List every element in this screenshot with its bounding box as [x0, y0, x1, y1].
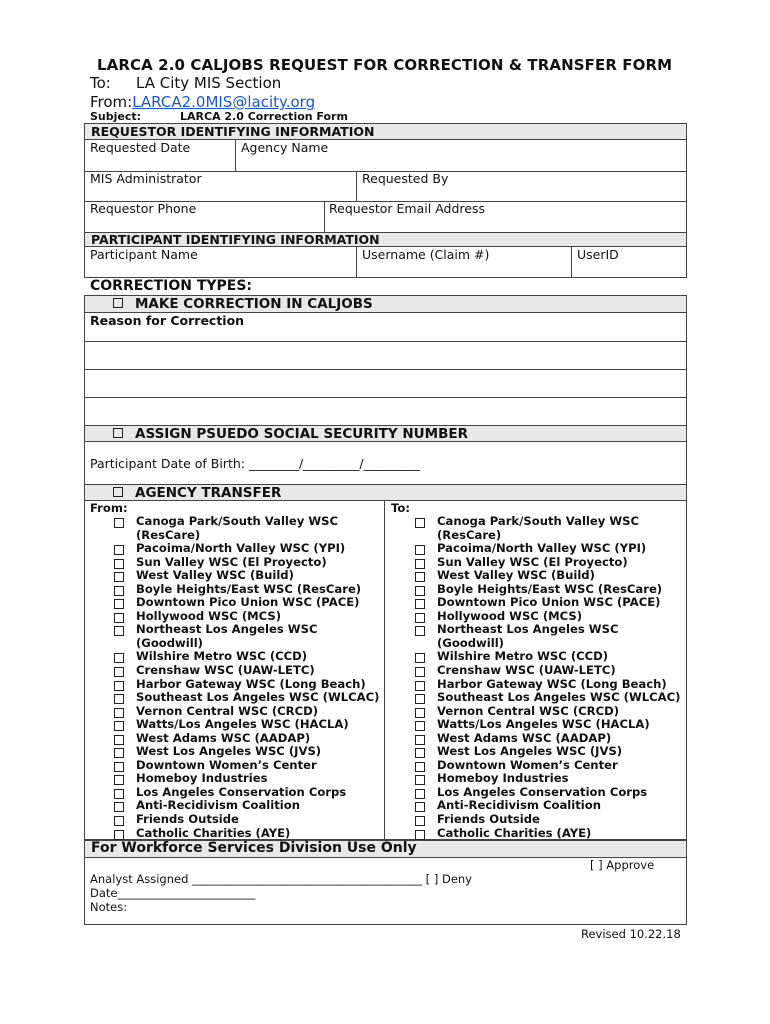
agency-name-field[interactable]: Agency Name: [241, 140, 329, 155]
username-field[interactable]: Username (Claim #): [362, 247, 490, 262]
assign-pseudo-checkbox[interactable]: [113, 428, 123, 438]
from-agency-label: Pacoima/North Valley WSC (YPI): [136, 541, 346, 556]
from-agency-label: Watts/Los Angeles WSC (HACLA): [136, 717, 349, 732]
to-agency-label: Southeast Los Angeles WSC (WLCAC): [437, 690, 681, 705]
from-agency-checkbox[interactable]: [114, 789, 124, 799]
to-agency-checkbox[interactable]: [415, 545, 425, 555]
to-agency-checkbox[interactable]: [415, 802, 425, 812]
from-agency-item[interactable]: [114, 732, 380, 746]
to-agency-item[interactable]: [415, 556, 683, 570]
to-agency-checkbox[interactable]: [415, 626, 425, 636]
from-agency-item[interactable]: [114, 583, 380, 597]
requested-date-field[interactable]: Requested Date: [90, 140, 191, 155]
to-agency-label: Hollywood WSC (MCS): [437, 608, 583, 623]
from-agency-checkbox[interactable]: [114, 572, 124, 582]
from-agency-label: West Los Angeles WSC (JVS): [136, 744, 322, 759]
from-agency-checkbox[interactable]: [114, 802, 124, 812]
from-agency-item[interactable]: [114, 542, 380, 556]
from-agency-label: Friends Outside: [136, 812, 239, 827]
from-line: [90, 93, 315, 111]
to-agency-item[interactable]: [415, 718, 683, 732]
to-agency-item[interactable]: [415, 515, 683, 542]
from-agency-checkbox[interactable]: [114, 599, 124, 609]
agency-transfer-option[interactable]: [113, 485, 281, 501]
reason-lines-area[interactable]: [85, 342, 686, 424]
to-agency-item[interactable]: [415, 827, 683, 841]
analyst-assigned-field[interactable]: Analyst Assigned ________________________________________ [ ] Deny: [90, 872, 472, 886]
to-agency-item[interactable]: [415, 691, 683, 705]
make-correction-header: [84, 295, 687, 313]
to-agency-label: Anti-Recidivism Coalition: [437, 798, 601, 813]
to-agency-item[interactable]: [415, 813, 683, 827]
to-agency-item[interactable]: [415, 610, 683, 624]
from-agency-item[interactable]: [114, 623, 380, 650]
from-email-link[interactable]: LARCA2.0MIS@lacity.org: [132, 93, 316, 111]
to-agency-label: West Adams WSC (AADAP): [437, 730, 612, 745]
from-agency-item[interactable]: [114, 827, 380, 841]
to-agency-item[interactable]: [415, 542, 683, 556]
to-agency-checkbox[interactable]: [415, 653, 425, 663]
from-agency-item[interactable]: [114, 691, 380, 705]
to-agency-label: Canoga Park/South Valley WSC (ResCare): [437, 514, 639, 542]
to-agency-checkbox[interactable]: [415, 762, 425, 772]
from-agency-label: Los Angeles Conservation Corps: [136, 784, 347, 799]
to-agency-label: Watts/Los Angeles WSC (HACLA): [437, 717, 650, 732]
to-agency-checkbox[interactable]: [415, 735, 425, 745]
participant-section-header: [84, 232, 687, 247]
to-agency-item[interactable]: [415, 745, 683, 759]
from-agency-item[interactable]: [114, 650, 380, 664]
from-agency-label: Boyle Heights/East WSC (ResCare): [136, 581, 362, 596]
to-agency-checkbox[interactable]: [415, 789, 425, 799]
requestor-phone-field[interactable]: Requestor Phone: [90, 201, 197, 216]
from-agency-item[interactable]: [114, 799, 380, 813]
to-agency-label: Northeast Los Angeles WSC (Goodwill): [437, 622, 619, 650]
notes-field[interactable]: Notes:: [90, 900, 128, 914]
from-agency-label: Hollywood WSC (MCS): [136, 608, 282, 623]
from-agency-checkbox[interactable]: [114, 775, 124, 785]
from-agency-checkbox[interactable]: [114, 816, 124, 826]
from-agency-item[interactable]: [114, 556, 380, 570]
to-agency-label: Boyle Heights/East WSC (ResCare): [437, 581, 663, 596]
to-line: [90, 74, 282, 92]
from-agency-checkbox[interactable]: [114, 735, 124, 745]
to-agency-checkbox[interactable]: [415, 586, 425, 596]
to-agency-checkbox[interactable]: [415, 599, 425, 609]
to-agency-item[interactable]: [415, 583, 683, 597]
to-label: To:: [90, 74, 111, 92]
from-agency-label: Crenshaw WSC (UAW-LETC): [136, 663, 315, 678]
from-agency-item[interactable]: [114, 786, 380, 800]
from-agency-label: Northeast Los Angeles WSC (Goodwill): [136, 622, 318, 650]
to-agency-item[interactable]: [415, 799, 683, 813]
from-agency-item[interactable]: [114, 569, 380, 583]
correction-types-title: CORRECTION TYPES:: [90, 278, 253, 294]
form-title: LARCA 2.0 CALJOBS REQUEST FOR CORRECTION & TRANSFER FORM: [97, 56, 673, 74]
from-agency-checkbox[interactable]: [114, 694, 124, 704]
make-correction-label: MAKE CORRECTION IN CALJOBS: [135, 296, 373, 312]
from-agency-item[interactable]: [114, 515, 380, 542]
requestor-section-header: [84, 123, 687, 140]
from-agency-item[interactable]: [114, 596, 380, 610]
from-agency-item[interactable]: [114, 705, 380, 719]
from-agency-checkbox[interactable]: [114, 721, 124, 731]
from-agency-checkbox[interactable]: [114, 559, 124, 569]
requestor-section-title: REQUESTOR IDENTIFYING INFORMATION: [91, 124, 375, 139]
agency-transfer-checkbox[interactable]: [113, 487, 123, 497]
to-agency-label: Friends Outside: [437, 812, 540, 827]
to-value: LA City MIS Section: [136, 74, 282, 92]
to-agency-label: West Valley WSC (Build): [437, 568, 595, 583]
assign-pseudo-option[interactable]: [113, 426, 468, 442]
office-use-header: [84, 840, 687, 858]
to-agency-checkbox[interactable]: [415, 667, 425, 677]
to-agency-checkbox[interactable]: [415, 681, 425, 691]
to-agency-label: West Los Angeles WSC (JVS): [437, 744, 623, 759]
to-agency-checkbox[interactable]: [415, 518, 425, 528]
from-agency-checkbox[interactable]: [114, 708, 124, 718]
requested-by-field[interactable]: Requested By: [362, 171, 449, 186]
to-agency-item[interactable]: [415, 678, 683, 692]
to-agency-item[interactable]: [415, 732, 683, 746]
to-agency-item[interactable]: [415, 650, 683, 664]
from-agency-checkbox[interactable]: [114, 667, 124, 677]
requestor-email-field[interactable]: Requestor Email Address: [329, 201, 485, 216]
from-agency-label: Sun Valley WSC (El Proyecto): [136, 554, 327, 569]
mis-administrator-field[interactable]: MIS Administrator: [90, 171, 202, 186]
from-agency-label: Canoga Park/South Valley WSC (ResCare): [136, 514, 338, 542]
make-correction-checkbox[interactable]: [113, 298, 123, 308]
from-agency-checkbox[interactable]: [114, 762, 124, 772]
to-agency-item[interactable]: [415, 705, 683, 719]
from-agency-label: Downtown Women’s Center: [136, 757, 317, 772]
to-agency-checkbox[interactable]: [415, 830, 425, 840]
to-agency-checkbox[interactable]: [415, 572, 425, 582]
from-agency-checkbox[interactable]: [114, 518, 124, 528]
subject-line: [90, 110, 348, 123]
from-agency-item[interactable]: [114, 718, 380, 732]
to-agency-checkbox[interactable]: [415, 775, 425, 785]
to-agency-label: Crenshaw WSC (UAW-LETC): [437, 663, 616, 678]
reason-label: Reason for Correction: [90, 313, 245, 328]
from-agency-label: West Valley WSC (Build): [136, 568, 294, 583]
revision-date: Revised 10.22.18: [581, 927, 681, 941]
to-agency-checkbox[interactable]: [415, 721, 425, 731]
from-label: From:: [90, 93, 133, 111]
transfer-from-label: From:: [90, 501, 128, 515]
from-agency-item[interactable]: [114, 772, 380, 786]
to-agency-item[interactable]: [415, 596, 683, 610]
approve-option[interactable]: [ ] Approve: [590, 858, 655, 872]
to-agency-label: Downtown Pico Union WSC (PACE): [437, 595, 661, 610]
from-agency-checkbox[interactable]: [114, 681, 124, 691]
from-agency-item[interactable]: [114, 678, 380, 692]
from-agency-item[interactable]: [114, 759, 380, 773]
to-agency-list: [415, 515, 683, 840]
from-agency-list: [114, 515, 380, 840]
from-agency-checkbox[interactable]: [114, 830, 124, 840]
to-agency-label: Homeboy Industries: [437, 771, 569, 786]
from-agency-label: West Adams WSC (AADAP): [136, 730, 311, 745]
to-agency-label: Vernon Central WSC (CRCD): [437, 703, 619, 718]
subject-label: Subject:: [90, 110, 142, 123]
from-agency-checkbox[interactable]: [114, 626, 124, 636]
from-agency-label: Anti-Recidivism Coalition: [136, 798, 300, 813]
to-agency-item[interactable]: [415, 772, 683, 786]
subject-value: LARCA 2.0 Correction Form: [180, 110, 348, 123]
to-agency-item[interactable]: [415, 786, 683, 800]
from-agency-label: Vernon Central WSC (CRCD): [136, 703, 318, 718]
from-agency-item[interactable]: [114, 664, 380, 678]
from-agency-checkbox[interactable]: [114, 653, 124, 663]
from-agency-label: Catholic Charities (AYE): [136, 825, 291, 840]
participant-section-title: PARTICIPANT IDENTIFYING INFORMATION: [91, 232, 380, 247]
make-correction-option[interactable]: [113, 296, 373, 312]
participant-name-field[interactable]: Participant Name: [90, 247, 198, 262]
from-agency-checkbox[interactable]: [114, 586, 124, 596]
to-agency-item[interactable]: [415, 759, 683, 773]
from-agency-label: Downtown Pico Union WSC (PACE): [136, 595, 360, 610]
userid-field[interactable]: UserID: [577, 247, 619, 262]
office-use-title: For Workforce Services Division Use Only: [91, 840, 417, 856]
agency-transfer-header: [84, 484, 687, 501]
to-agency-label: Catholic Charities (AYE): [437, 825, 592, 840]
date-field[interactable]: Date________________________: [90, 886, 256, 900]
to-agency-checkbox[interactable]: [415, 748, 425, 758]
to-agency-checkbox[interactable]: [415, 559, 425, 569]
assign-pseudo-header: [84, 425, 687, 442]
agency-transfer-label: AGENCY TRANSFER: [135, 485, 282, 501]
from-agency-item[interactable]: [114, 745, 380, 759]
from-agency-checkbox[interactable]: [114, 748, 124, 758]
to-agency-item[interactable]: [415, 623, 683, 650]
from-agency-label: Wilshire Metro WSC (CCD): [136, 649, 308, 664]
from-agency-checkbox[interactable]: [114, 613, 124, 623]
assign-pseudo-label: ASSIGN PSUEDO SOCIAL SECURITY NUMBER: [135, 426, 468, 442]
to-agency-label: Harbor Gateway WSC (Long Beach): [437, 676, 667, 691]
from-agency-label: Southeast Los Angeles WSC (WLCAC): [136, 690, 380, 705]
to-agency-label: Pacoima/North Valley WSC (YPI): [437, 541, 647, 556]
to-agency-item[interactable]: [415, 569, 683, 583]
to-agency-label: Downtown Women’s Center: [437, 757, 618, 772]
to-agency-checkbox[interactable]: [415, 816, 425, 826]
to-agency-checkbox[interactable]: [415, 708, 425, 718]
dob-field[interactable]: Participant Date of Birth: ________/_________/_________: [90, 456, 420, 471]
to-agency-checkbox[interactable]: [415, 694, 425, 704]
from-agency-item[interactable]: [114, 813, 380, 827]
to-agency-item[interactable]: [415, 664, 683, 678]
from-agency-checkbox[interactable]: [114, 545, 124, 555]
from-agency-label: Homeboy Industries: [136, 771, 268, 786]
to-agency-label: Sun Valley WSC (El Proyecto): [437, 554, 628, 569]
transfer-to-label: To:: [391, 501, 410, 515]
to-agency-label: Wilshire Metro WSC (CCD): [437, 649, 609, 664]
from-agency-item[interactable]: [114, 610, 380, 624]
from-agency-label: Harbor Gateway WSC (Long Beach): [136, 676, 366, 691]
to-agency-checkbox[interactable]: [415, 613, 425, 623]
to-agency-label: Los Angeles Conservation Corps: [437, 784, 648, 799]
